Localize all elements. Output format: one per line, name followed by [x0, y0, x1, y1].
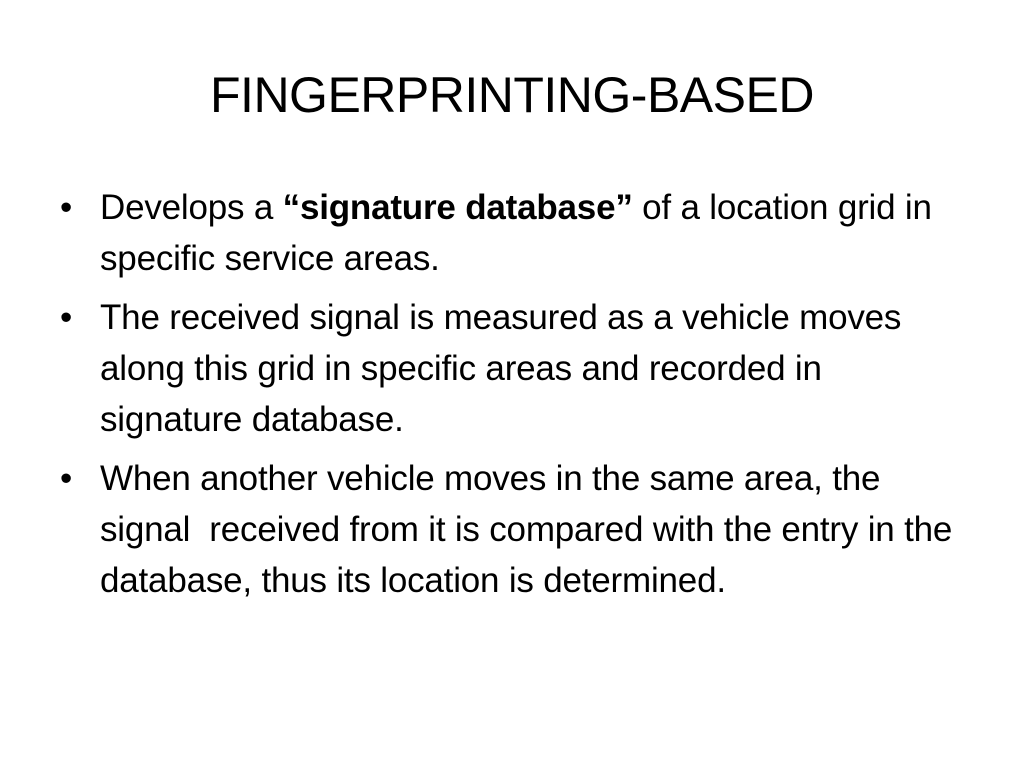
- bullet-icon: •: [60, 188, 73, 227]
- bullet-text: When another vehicle moves in the same area, the signal received from it is compared with the entry in the database, thus its location is determined.: [100, 459, 962, 600]
- bullet-text: The received signal is measured as a vehicle moves along this grid in specific areas and recorded in signature database.: [100, 298, 902, 439]
- bullet-text-emphasis: “signature database”: [282, 188, 633, 227]
- bullet-item: [56, 182, 966, 284]
- bullet-text-tail: of a location grid in specific service areas.: [100, 188, 932, 278]
- bullet-text-lead: Develops a: [100, 188, 283, 227]
- bullet-list: [56, 182, 966, 614]
- bullet-icon: •: [60, 459, 73, 498]
- bullet-icon: •: [60, 298, 73, 337]
- bullet-item: [56, 453, 966, 606]
- slide-title: FINGERPRINTING-BASED: [210, 67, 814, 123]
- bullet-item: [56, 292, 966, 445]
